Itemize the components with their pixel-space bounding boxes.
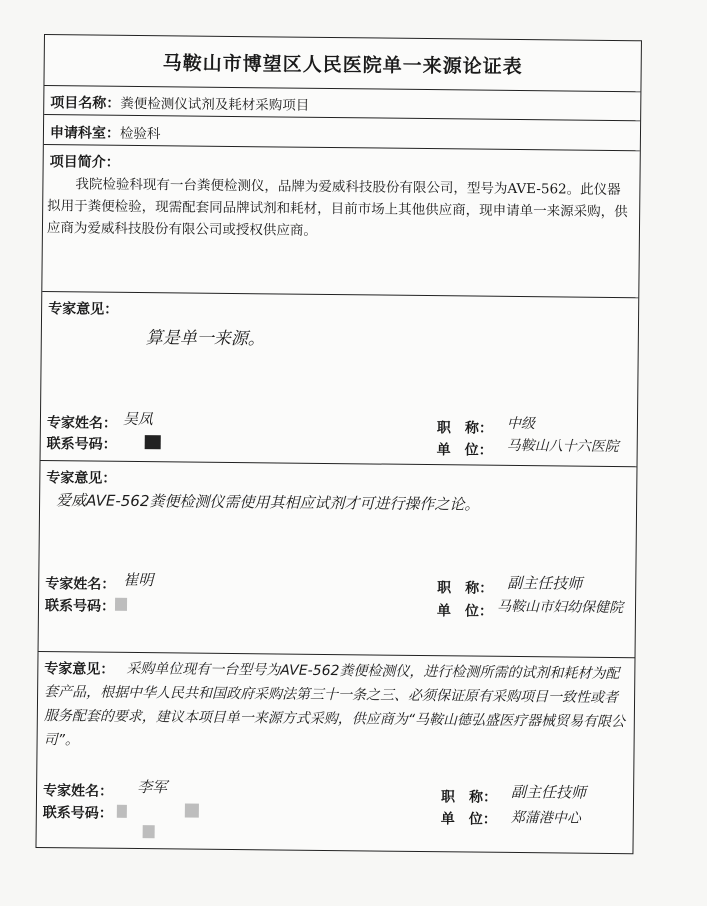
expert-unit-label: 单 位： xyxy=(436,603,494,620)
expert-unit-handwritten: 郑蒲港中心 xyxy=(510,809,581,827)
expert-name-label: 专家姓名： xyxy=(42,783,114,800)
phone-redaction xyxy=(145,435,161,449)
expert-title-label: 职 称： xyxy=(437,580,494,597)
argument-form xyxy=(35,34,641,854)
expert-opinion-label: 专家意见： xyxy=(48,301,119,318)
expert-phone-label: 联系号码： xyxy=(42,805,113,822)
expert-unit-handwritten: 马鞍山八十六医院 xyxy=(506,437,619,456)
form-title: 马鞍山市博望区人民医院单一来源论证表 xyxy=(44,35,641,92)
department-label: 申请科室： xyxy=(49,125,121,142)
expert-opinion-label: 专家意见： xyxy=(46,470,117,487)
expert-title-handwritten: 副主任技师 xyxy=(510,782,587,802)
expert-name-label: 专家姓名： xyxy=(45,576,116,593)
phone-redaction xyxy=(115,598,127,611)
intro-label: 项目简介： xyxy=(49,154,120,171)
expert-opinion-handwritten: 算是单一来源。 xyxy=(145,328,265,350)
expert-phone-label: 联系号码： xyxy=(44,598,116,615)
expert-title-label: 职 称： xyxy=(440,789,498,806)
department-value: 检验科 xyxy=(119,125,161,143)
expert-phone-label: 联系号码： xyxy=(46,436,117,453)
expert-section-3 xyxy=(36,652,634,853)
expert-signature: 吴凤 xyxy=(122,409,154,429)
expert-signature: 李军 xyxy=(137,778,168,797)
expert-signature: 崔明 xyxy=(123,570,154,590)
expert-name-label: 专家姓名： xyxy=(46,415,118,432)
expert-opinion-handwritten: 采购单位现有一台型号为AVE-562粪便检测仪，进行检测所需的试剂和耗材为配套产品，根据中华人民共和国政府采购法第三十一条之三、必须保证原有采购项目一致性或者服务配套的要求，建议本项目单一来源方式采购，供应商为“马鞍山德弘盛医疗器械贸易有限公司”。 xyxy=(43,660,626,749)
project-name-label: 项目名称： xyxy=(50,95,121,112)
expert-title-handwritten: 副主任技师 xyxy=(507,573,583,593)
phone-redaction xyxy=(117,805,127,818)
expert-section-1 xyxy=(41,292,639,467)
intro-text: 我院检验科现有一台粪便检测仪，品牌为爱威科技股份有限公司，型号为AVE-562。此仪器拟用于粪便检验，现需配套同品牌试剂和耗材，目前市场上其他供应商，现申请单一来源采购，供应商为爱威科技股份有限公司或授权供应商。 xyxy=(46,176,628,239)
expert-unit-label: 单 位： xyxy=(436,442,493,459)
expert-title-label: 职 称： xyxy=(436,420,493,437)
expert-title-handwritten: 中级 xyxy=(506,415,536,433)
expert-opinion-label: 专家意见： xyxy=(44,661,115,678)
expert-section-2 xyxy=(39,461,637,658)
project-name-value: 粪便检测仪试剂及耗材采购项目 xyxy=(120,95,310,114)
project-intro-row xyxy=(42,145,640,298)
expert-opinion-handwritten: 爱威AVE-562粪便检测仪需使用其相应试剂才可进行操作之论。 xyxy=(56,491,480,514)
expert-unit-label: 单 位： xyxy=(440,811,497,828)
phone-redaction xyxy=(143,825,155,838)
phone-redaction xyxy=(185,804,199,818)
expert-unit-handwritten: 马鞍山市妇幼保健院 xyxy=(496,598,624,617)
